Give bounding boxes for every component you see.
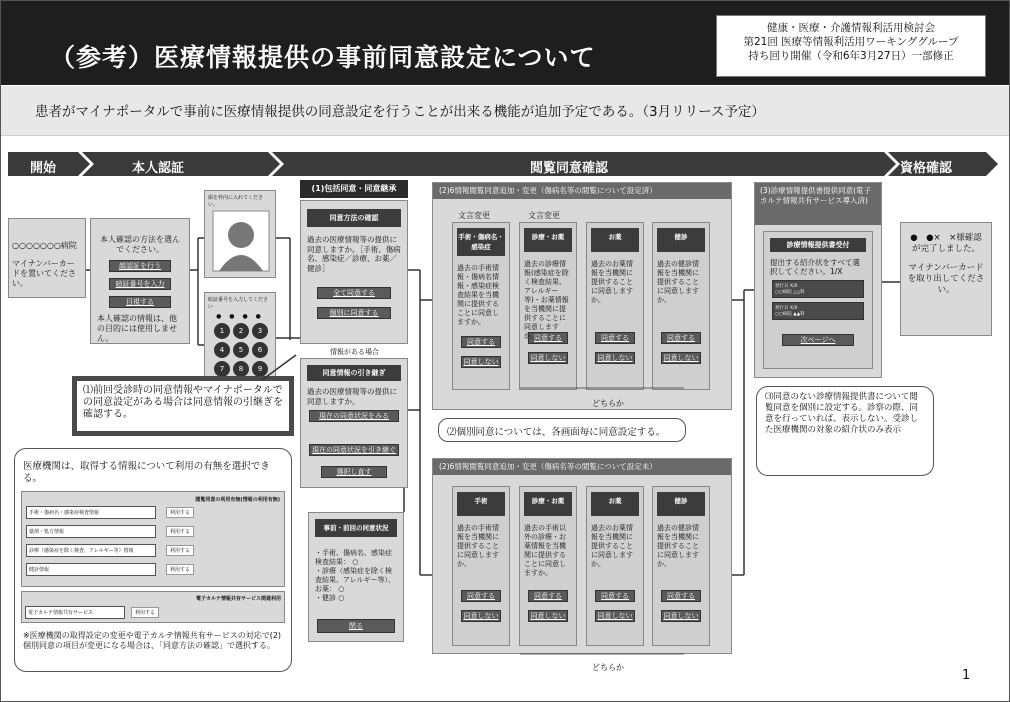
pin-screen-label: 暗証番号を入力してください	[208, 297, 269, 310]
pin-key[interactable]: 3	[252, 323, 268, 339]
consent-card-text: 過去の健診情報を当機関に提供することに同意しますか。	[657, 524, 699, 568]
consent-card-head: 健診	[657, 492, 705, 516]
consent-status-text: ・手術、傷病名、感染症検査結果： ○ ・診療（感染症を除く検査結果、アレルギー等）、お薬： ○ ・健診 ○	[315, 549, 396, 602]
flow-start: 開始	[30, 161, 57, 176]
usage-table-title: 閲覧同意の利用有無(情報の利用有無)	[195, 497, 280, 503]
pin-key[interactable]: 6	[252, 342, 268, 358]
disagree-button[interactable]: 同意しない	[461, 356, 501, 368]
agree-all-button[interactable]: 全て同意する	[317, 287, 391, 299]
agree-button[interactable]: 同意する	[528, 332, 568, 344]
meeting-line: 健康・医療・介護情報利活用検討会	[767, 22, 935, 34]
inherit-status-button[interactable]: 現在の同意状況を引き継ぐ	[309, 444, 399, 456]
callout-2: ⑵個別同意については、各画面毎に同意設定する。	[438, 418, 686, 442]
consent-card-text: 過去の手術情報を当機関に提供することに同意しますか。	[457, 524, 499, 568]
consent-card-head: 診療・お薬	[524, 492, 572, 516]
page-title: （参考）医療情報提供の事前同意設定について	[50, 43, 596, 72]
agree-individual-button[interactable]: 個別に同意する	[317, 307, 391, 319]
consent-status-head: 事前・前回の同意状況	[315, 519, 397, 537]
consent-card-text: 過去の手術以外の診療・お薬情報を当機関に提供することに同意しますか。	[524, 524, 566, 577]
reselect-button[interactable]: 選択し直す	[321, 466, 387, 478]
usage-row-label: 薬剤・処方情報	[26, 525, 156, 538]
consent-card-text: 過去の手術情報・傷病名情報・感染症検査結果を当機関に提供することに同意しますか。	[457, 264, 499, 326]
referral-item[interactable]: 発行日 X/X ○○病院 ▲▲科	[772, 302, 864, 320]
consent-card-text: 過去のお薬情報を当機関に提供することに同意しますか。	[591, 260, 633, 304]
disagree-button[interactable]: 同意しない	[461, 610, 501, 622]
final-confirmed-text: ● ●× ×様確認が完了しました。	[910, 233, 982, 254]
bulk-consent-title: (1)包括同意・同意継承	[300, 180, 408, 198]
pin-auth-button[interactable]: 暗証番号を入力	[109, 278, 171, 290]
meeting-line: 第21回 医療等情報利活用ワーキンググループ	[743, 36, 959, 48]
disagree-button[interactable]: 同意しない	[528, 352, 568, 364]
agree-button[interactable]: 同意する	[461, 590, 501, 602]
disagree-button[interactable]: 同意しない	[528, 610, 568, 622]
usage-select[interactable]: 利用する	[166, 545, 194, 556]
referral-head: 診療情報提供書受付	[770, 238, 866, 252]
hospital-panel-title: 医療機関は、取得する情報について利用の有無を選択できる。	[23, 461, 270, 484]
auth-note: 本人確認の情報は、他の目的には使用しません。	[97, 314, 177, 343]
consent-card-head: 手術	[457, 492, 505, 516]
either-label-2a: どちらか	[592, 399, 624, 408]
page-number: 1	[962, 668, 971, 683]
ehr-table-title: 電子カルテ情報共有サービス関連利用	[195, 596, 281, 602]
consent-method-head: 同意方法の確認	[307, 209, 401, 227]
flow-qualify: 資格確認	[900, 161, 953, 176]
pin-key[interactable]: 8	[233, 361, 249, 377]
inherit-condition-label: 情報がある場合	[330, 348, 379, 356]
flow-auth: 本人認証	[132, 161, 185, 176]
referral-text: 提出する紹介状をすべて選択してください。1/X	[770, 258, 860, 276]
face-screen-label: 顔を枠内に入れてください。	[208, 195, 264, 208]
agree-button[interactable]: 同意する	[461, 336, 501, 348]
ehr-row-label: 電子カルテ情報共有サービス	[25, 606, 125, 619]
consent-card-head: 手術・傷病名・感染症	[457, 228, 505, 256]
callout-1-text: ⑴前回受診時の同意情報やマイナポータルでの同意設定がある場合は同意情報の引継ぎを確認する。	[77, 381, 289, 431]
section-3-title: (3)診療情報提供書提供同意(電子カルテ情報共有サービス導入済)	[755, 183, 881, 225]
hospital-footnote: ※医療機関の取得設定の変更や電子カルテ情報共有サービスの対応で(2)個別同意の項目が変更になる場合は、「同意方法の確認」で選択する。	[23, 631, 282, 650]
consent-method-text: 過去の医療情報等の提供に同意しますか。［手術、傷病名、感染症／診療、お薬／健診］	[307, 235, 401, 273]
consent-card-head: お薬	[591, 228, 639, 252]
pin-key[interactable]: 4	[214, 342, 230, 358]
callout-3: ⑶同意のない診療情報提供書について閲覧同意を個別に設定する。診察の際、同意を行っていれば、表示しない。受診した医療機関の対象の紹介状のみ表示	[756, 386, 934, 476]
agree-button[interactable]: 同意する	[595, 590, 635, 602]
wording-change-2: 文言変更	[528, 211, 560, 220]
pin-key[interactable]: 2	[233, 323, 249, 339]
either-label-2b: どちらか	[592, 663, 624, 672]
section-2a-title: (2)6情報閲覧同意追加・変更（傷病名等の閲覧について設定済）	[433, 183, 731, 199]
ehr-select[interactable]: 利用する	[131, 607, 159, 618]
usage-select[interactable]: 利用する	[166, 564, 194, 575]
pin-key[interactable]: 5	[233, 342, 249, 358]
section-2b-title: (2)6情報閲覧同意追加・変更（傷病名等の閲覧について設定未）	[433, 459, 731, 475]
card-placement: マイナンバーカードを置いてください。	[12, 259, 76, 288]
consent-card-head: お薬	[591, 492, 639, 516]
disagree-button[interactable]: 同意しない	[595, 610, 635, 622]
hospital-name: ○○○○○○○病院	[12, 241, 77, 250]
consent-card-text: 過去のお薬情報を当機関に提供することに同意しますか。	[591, 524, 633, 568]
pin-screen: 暗証番号を入力してください ● ● ● ● 1 2 3 4 5 6 7 8 9	[204, 292, 276, 380]
consent-card-head: 診療・お薬	[524, 228, 572, 252]
inherit-text: 過去の医療情報等の提供に同意しますか。	[307, 387, 397, 406]
agree-button[interactable]: 同意する	[661, 332, 701, 344]
consent-card-head: 健診	[657, 228, 705, 252]
disagree-button[interactable]: 同意しない	[595, 352, 635, 364]
meeting-line: 持ち回り開催（令和6年3月27日）一部修正	[748, 50, 954, 62]
consent-card-text: 過去の診療情報(感染症を除く検査結果、アレルギー等)・お薬情報を当機関に提供することに同意しますか。	[524, 260, 569, 340]
inherit-head: 同意情報の引き継ぎ	[307, 365, 401, 381]
usage-select[interactable]: 利用する	[166, 507, 194, 518]
referral-item[interactable]: 発行日 X/X ○○病院 △△科	[772, 280, 864, 298]
usage-row-label: 手術・傷病名・感染症検査情報	[26, 506, 156, 519]
wording-change-1: 文言変更	[458, 211, 490, 220]
subtitle: 患者がマイナポータルで事前に医療情報提供の同意設定を行うことが出来る機能が追加予定である。（3月リリース予定）	[1, 86, 1009, 136]
visual-auth-button[interactable]: 目視する	[109, 296, 171, 308]
flow-consent: 閲覧同意確認	[530, 161, 609, 176]
agree-button[interactable]: 同意する	[595, 332, 635, 344]
view-status-button[interactable]: 現在の同意状況をみる	[309, 410, 399, 422]
pin-key[interactable]: 9	[252, 361, 268, 377]
disagree-button[interactable]: 同意しない	[661, 610, 701, 622]
next-page-button[interactable]: 次ページへ	[782, 334, 854, 346]
pin-key[interactable]: 7	[214, 361, 230, 377]
usage-row-label: 診療（感染症を除く検査、アレルギー等）情報	[26, 544, 156, 557]
final-remove-card-text: マイナンバーカードを取り出してください。	[907, 263, 985, 295]
disagree-button[interactable]: 同意しない	[661, 352, 701, 364]
usage-select[interactable]: 利用する	[166, 526, 194, 537]
agree-button[interactable]: 同意する	[528, 590, 568, 602]
consent-card-text: 過去の健診情報を当機関に提供することに同意しますか。	[657, 260, 699, 304]
close-button[interactable]: 閉る	[317, 619, 395, 633]
auth-prompt: 本人確認の方法を選んでください。	[100, 235, 180, 254]
usage-row-label: 健診情報	[26, 563, 156, 576]
face-auth-button[interactable]: 顔認証を行う	[109, 260, 171, 272]
agree-button[interactable]: 同意する	[661, 590, 701, 602]
pin-key[interactable]: 1	[214, 323, 230, 339]
